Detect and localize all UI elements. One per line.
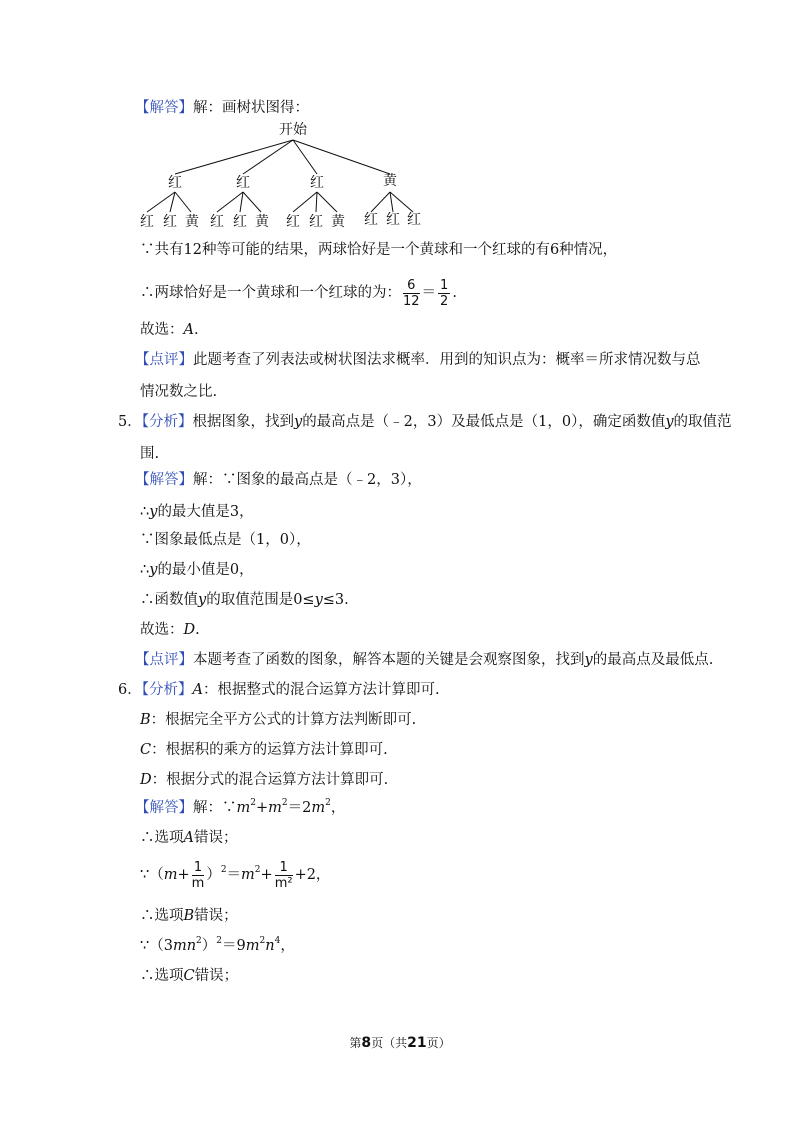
fraction	[403, 278, 420, 309]
q6-eq-b: ∵（m+ $\frac{1}{m}$ ）$^2=m^2+$ $\frac{1}{\text{m²}}$ +2，	[140, 859, 331, 891]
frac-num: 1	[192, 860, 205, 876]
q6-analysis: 6．【分析】A：根据整式的混合运算方法计算即可.	[118, 682, 440, 698]
footer-pre: 第	[349, 1036, 362, 1050]
q5-l2: ∵图象最低点是（1，0），	[140, 532, 311, 548]
tree-leaf: 红	[386, 212, 400, 228]
q6-opt-b: ∴选项B错误；	[140, 908, 238, 924]
q5-analysis: 5．【分析】根据图象，找到y的最高点是（﹣2，3）及最低点是（1，0），确定函数值y的取值范	[118, 414, 732, 430]
q5-answer	[135, 470, 422, 490]
analysis-tag: 【分析】	[141, 682, 193, 698]
period: .	[452, 285, 457, 301]
total-pages: 21	[407, 1035, 427, 1051]
q4-line1: ∵共有12种等可能的结果，两球恰好是一个黄球和一个红球的有6种情况，	[140, 242, 618, 258]
tree-node: 红	[236, 175, 250, 191]
frac-den: 2	[440, 293, 449, 309]
q4-line2	[140, 276, 457, 310]
q4-choice: 故选：A.	[140, 322, 199, 338]
answer-tag: 【解答】	[135, 800, 193, 816]
q6-answer: 【解答】解：$\because m^2+m^2=2m^2$，	[135, 798, 346, 816]
answer-tag: 【解答】	[135, 472, 193, 488]
tree-leaf: 红	[407, 212, 421, 228]
q5-review: 【点评】本题考查了函数的图象，解答本题的关键是会观察图象，找到y的最高点及最低点.	[135, 652, 714, 668]
q6-b: B：根据完全平方公式的计算方法判断即可.	[140, 712, 417, 728]
q6-opt-c: ∴选项C错误；	[140, 968, 239, 984]
equals-sign: ＝	[421, 285, 437, 301]
frac-den: m²	[274, 875, 293, 891]
tree-leaf: 红	[140, 214, 154, 230]
answer-text: 解：∵图象的最高点是（﹣2，3），	[193, 472, 422, 488]
tree-root: 开始	[279, 122, 307, 138]
analysis-tag: 【分析】	[141, 414, 193, 430]
frac-num: 1	[440, 277, 449, 293]
tree-leaf: 红	[233, 214, 247, 230]
q5-analysis-cont: 围.	[140, 446, 160, 462]
tree-node: 黄	[383, 173, 397, 189]
fraction	[192, 860, 205, 891]
footer-mid: 页（共	[371, 1036, 408, 1050]
q4-review-cont: 情况数之比.	[140, 384, 218, 400]
frac-den: m	[191, 875, 205, 891]
review-tag: 【点评】	[135, 652, 193, 668]
question-number: 5．	[118, 414, 142, 430]
q5-choice: 故选：D.	[140, 622, 200, 638]
q4-review	[135, 350, 701, 370]
question-number: 6．	[118, 682, 142, 698]
frac-num: 1	[275, 860, 293, 876]
q6-d: D：根据分式的混合运算方法计算即可.	[140, 772, 389, 788]
tree-leaf: 红	[286, 214, 300, 230]
answer-tag: 【解答】	[135, 100, 193, 116]
review-text: 此题考查了列表法或树状图法求概率．用到的知识点为：概率＝所求情况数与总	[193, 352, 701, 368]
tree-leaf: 红	[364, 212, 378, 228]
fraction	[275, 860, 293, 891]
frac-num: 6	[403, 278, 420, 294]
answer-line-q4	[135, 98, 309, 118]
review-tag: 【点评】	[135, 352, 193, 368]
tree-leaf: 黄	[185, 214, 199, 230]
q5-l1: ∴y的最大值是3，	[140, 504, 254, 520]
tree-node: 红	[310, 175, 324, 191]
q5-l3: ∴y的最小值是0，	[140, 562, 254, 578]
tree-leaf: 红	[163, 214, 177, 230]
page-footer	[0, 1034, 800, 1051]
q6-c: C：根据积的乘方的运算方法计算即可.	[140, 742, 388, 758]
tree-diagram	[135, 120, 465, 232]
q4-line2-text: ∴两球恰好是一个黄球和一个红球的为：	[140, 285, 401, 301]
q5-l4: ∴函数值y的取值范围是0≤y≤3.	[140, 592, 349, 608]
tree-leaf: 红	[309, 214, 323, 230]
frac-den: 12	[403, 293, 420, 309]
tree-leaf: 黄	[331, 214, 345, 230]
q6-eq-c: $\because(3mn^2)^2=9m^2n^4$，	[140, 936, 295, 954]
footer-post: 页）	[426, 1036, 451, 1050]
q6-opt-a: ∴选项A错误；	[140, 830, 238, 846]
page-number: 8	[361, 1035, 372, 1051]
tree-node: 红	[168, 175, 182, 191]
tree-leaf: 红	[210, 214, 224, 230]
answer-intro: 解：画树状图得：	[193, 100, 309, 116]
fraction	[438, 278, 450, 309]
tree-leaf: 黄	[255, 214, 269, 230]
